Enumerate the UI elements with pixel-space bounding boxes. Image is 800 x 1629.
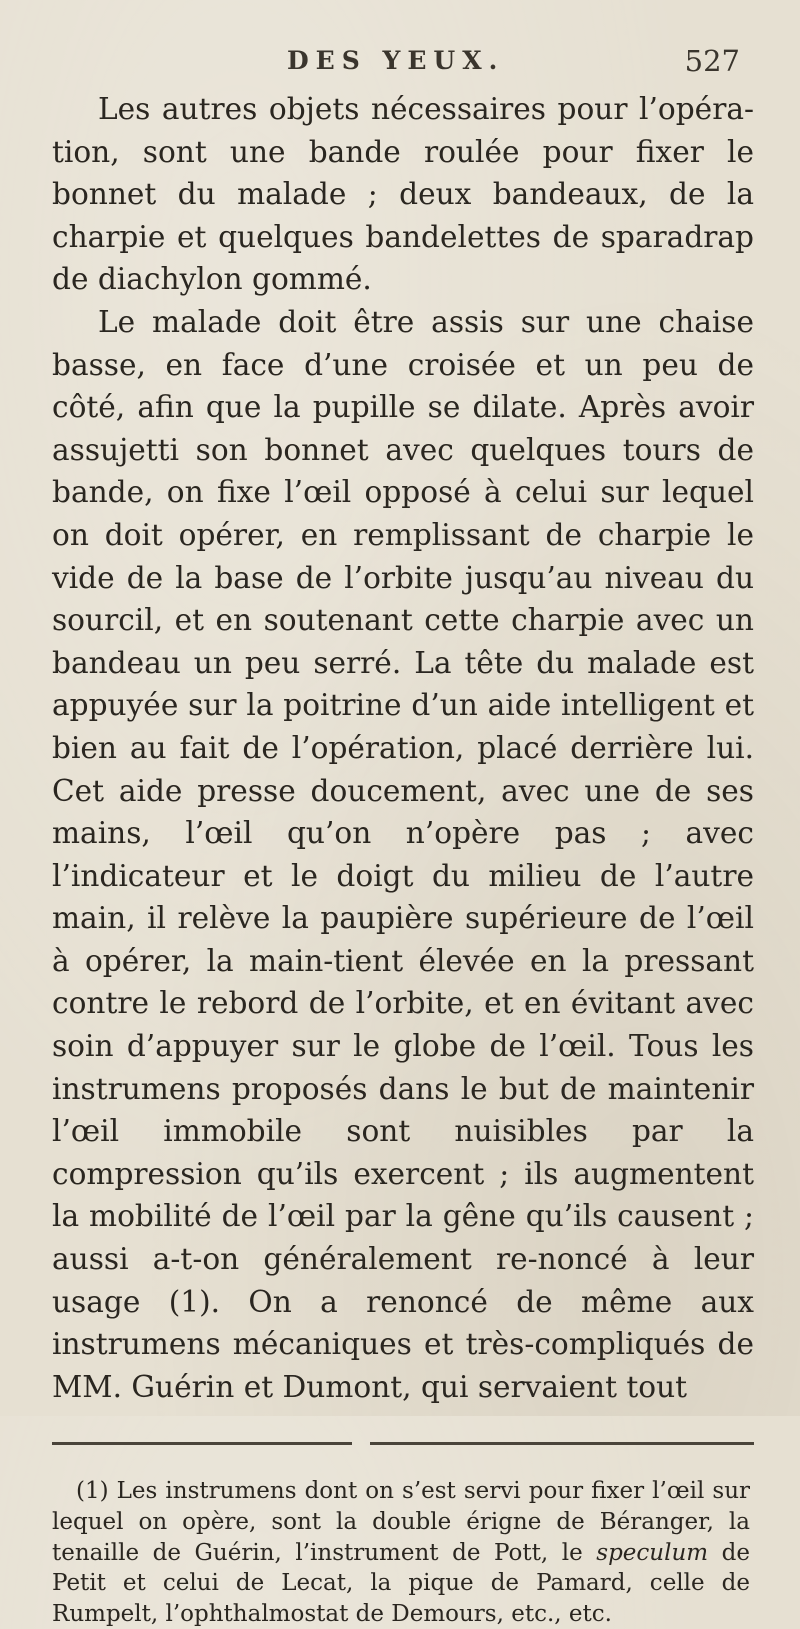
separator-rule — [52, 1442, 352, 1445]
separator-rule — [370, 1442, 754, 1445]
footnote-italic-term: speculum — [596, 1539, 709, 1566]
footnote-text: de Petit et celui de Lecat, la pique de Pamard, celle de Rumpelt, l’ophthalmostat de Demours, etc., etc. — [52, 1539, 750, 1627]
running-head — [52, 36, 754, 84]
footnote — [52, 1476, 754, 1629]
paragraph: Les autres objets nécessaires pour l’opéra-tion, sont une bande roulée pour fixer le bonnet du malade ; deux bandeaux, de la charpie et quelques bandelettes de sparadrap de diachylon gommé. — [52, 92, 754, 297]
footnote-text: (1) Les instrumens dont on s’est servi pour fixer l’œil sur lequel on opère, sont la double érigne de Béranger, la tenaille de Guérin, l’instrument de Pott, le — [52, 1478, 750, 1566]
paragraph: Le malade doit être assis sur une chaise basse, en face d’une croisée et un peu de côté, afin que la pupille se dilate. Après avoir assujetti son bonnet avec quelques tours de bande, on fixe l’œil opposé à celui sur lequel on doit opérer, en remplissant de charpie le vide de la base de l’orbite jusqu’au niveau du sourcil, et en soutenant cette charpie avec un bandeau un peu serré. La tête du malade est appuyée sur la poitrine d’un aide intelligent et bien au fait de l’opération, placé derrière lui. Cet aide presse doucement, avec une de ses mains, l’œil qu’on n’opère pas ; avec l’indicateur et le doigt du milieu de l’autre main, il relève la paupière supérieure de l’œil à opérer, la main-tient élevée en la pressant contre le rebord de l’orbite, et en évitant avec soin d’appuyer sur le globe de l’œil. Tous les instrumens proposés dans le but de maintenir l’œil immobile sont nuisibles par la compression qu’ils exercent ; ils augmentent la mobilité de l’œil par la gêne qu’ils causent ; aussi a-t-on généralement re-noncé à leur usage (1). On a renoncé de même aux instrumens mécaniques et très-compliqués de MM. Guérin et Dumont, qui servaient tout — [52, 304, 754, 1404]
footnote-separator — [52, 1442, 754, 1476]
running-title: DES YEUX. — [287, 46, 505, 75]
page-number: 527 — [684, 44, 740, 78]
main-text — [52, 84, 754, 1408]
